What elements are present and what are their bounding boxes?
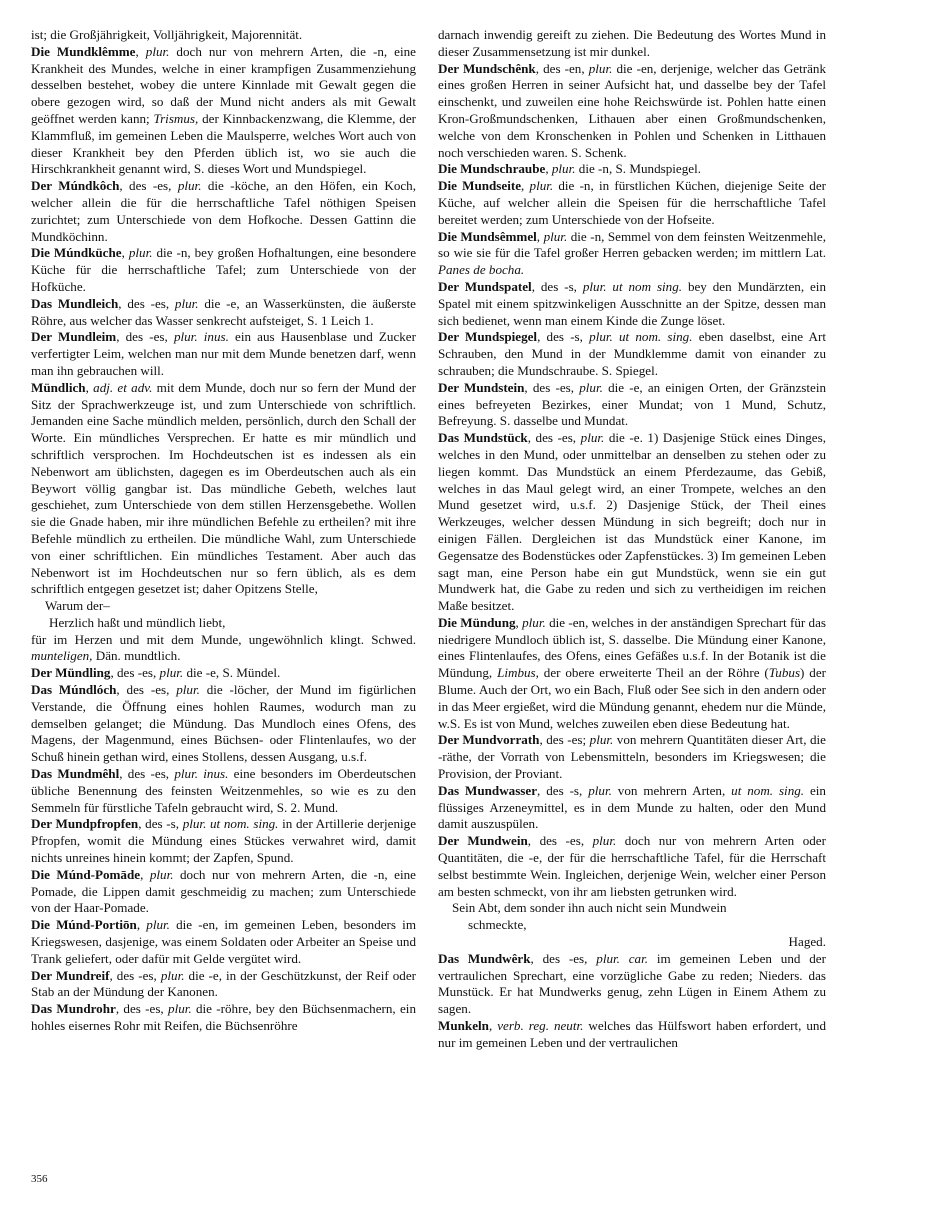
entry-text: die -n, bey großen Hofhaltungen, eine besondere Küche für die herrschaftliche Tafel; zum Unterschiede von der Hofküche.	[31, 245, 417, 294]
right-column-entry	[438, 161, 826, 178]
italic-text: plur. car.	[596, 950, 649, 966]
right-column-entry	[438, 951, 826, 1018]
entry-text: doch nur von mehrern Arten, die -n, eine Krankheit des Mundes, welche in einer krampfigen Zusammenziehung desselben bestehet, wobey die untere Kinnlade mit Gewalt gegen die obere gezogen wird, so daß der Mund nicht anders als mit Gewalt geöffnet werden kann;	[31, 43, 416, 126]
entry-text: die -en, welches in der anständigen Sprechart für das niedrigere Mundloch üblich ist, S. dasselbe. Die Mündung einer Kanone, eines Flintenlaufes, des Ofens, eines Gefäßes u.s.f. In der Botanik ist die Mündung,	[438, 614, 826, 681]
italic-text: plur.	[529, 178, 554, 194]
entry-text: ,	[515, 614, 523, 630]
entry-text: , des -es,	[109, 967, 161, 983]
headword: Der Mundleim	[31, 329, 117, 345]
italic-text: plur.	[551, 161, 576, 177]
left-column-entry	[31, 296, 416, 330]
entry-text: die -e, in der Geschützkunst, der Reif oder Stab an der Mündung der Kanonen.	[31, 967, 416, 1000]
entry-text: die -röhre, bey den Büchsenmachern, ein hohles eisernes Rohr mit Reifen, die Büchsenröhre	[31, 1001, 416, 1034]
entry-text: , des -es,	[110, 665, 160, 681]
italic-text: plur.	[579, 379, 603, 395]
left-column	[31, 27, 416, 1035]
italic-text: plur. ut nom. sing.	[589, 329, 693, 345]
entry-text: , des -es,	[524, 379, 580, 395]
headword: Die Mündung	[438, 614, 516, 630]
entry-text: in der Artillerie derjenige Pfropfen, womit die Mündung eines Stückes verwahret wird, damit nichts unreines hinein kommt; der Zapfen, Spund.	[31, 816, 417, 866]
headword: Der Múndkôch	[31, 178, 120, 194]
left-column-entry	[31, 1001, 416, 1035]
left-column-entry	[31, 968, 416, 1002]
entry-text: Dän. mundtlich.	[92, 648, 181, 664]
entry-text: , des -s,	[537, 329, 590, 345]
headword: Die Múndküche	[31, 245, 122, 261]
entry-text: ,	[121, 245, 129, 261]
entry-text: die -en, derjenige, welcher das Getränk eines großen Herren in seiner Aufsicht hat, und dasselbe bey der Tafel einschenkt, und zuweilen eine hohe Reichswürde ist. Pohlen hatte einen Kron-Großmundschenken, Lithauen aber einen Großmundschenken, welche von dem Kronschenken in Pohlen und Schenken in Litthauen noch verschieden waren. S. Schenk.	[438, 60, 826, 160]
right-column-entry	[438, 900, 826, 917]
entry-text: schmeckte,	[468, 917, 527, 933]
right-column-entry	[438, 178, 826, 228]
headword: Der Mundvorrath	[438, 732, 540, 748]
italic-text: Trismus,	[153, 110, 199, 126]
italic-text: plur.	[145, 43, 170, 59]
italic-text: plur.	[168, 1001, 192, 1017]
right-column-entry	[438, 615, 826, 733]
left-column-entry	[31, 665, 416, 682]
right-column-entry	[438, 380, 826, 430]
entry-text: , des -es,	[527, 833, 593, 849]
entry-text: die -köche, an den Höfen, ein Koch, welcher allein die für die herrschaftliche Tafel nöthigen Speisen zurichtet; zum Unterschiede von dem Hofkoche. Dessen Gattinn die Mundköchinn.	[31, 178, 417, 244]
headword: Das Mundwêrk	[438, 950, 531, 966]
entry-text: ,	[140, 866, 150, 882]
right-column-entry	[438, 833, 826, 900]
entry-text: die -n, S. Mundspiegel.	[575, 161, 701, 177]
entry-text: ,	[521, 178, 530, 194]
entry-text: ,	[536, 228, 544, 244]
entry-text: ein flüssiges Arzeneymittel, es in dem Munde zu halten, oder den Mund damit auszuspülen.	[438, 782, 826, 832]
headword: Der Mundwein	[438, 833, 528, 849]
entry-text: von mehrern Quantitäten dieser Art, die -räthe, der Vorrath von Lebensmitteln, besonders im Kriegswesen; die Provision, der Proviant.	[438, 732, 826, 782]
italic-text: plur. ut nom sing.	[582, 278, 683, 294]
entry-text: Warum der–	[45, 598, 110, 614]
entry-text: , des -s,	[537, 782, 589, 798]
headword: Das Mundwasser	[438, 782, 538, 798]
entry-text: darnach inwendig gereift zu ziehen. Die Bedeutung des Wortes Mund in dieser Zusammensetzung ist mir dunkel.	[438, 27, 826, 59]
entry-text: für im Herzen und mit dem Munde, ungewöhnlich klingt. Schwed.	[31, 631, 416, 647]
headword: Die Mundschraube	[438, 161, 546, 177]
left-column-entry	[31, 816, 416, 866]
entry-text: von mehrern Arten,	[611, 782, 732, 798]
headword: Die Múnd-Pomāde	[31, 866, 141, 882]
entry-text: eben daselbst, eine Art Schrauben, den Mund in der Mundklemme damit von einander zu schrauben; die Mundschraube. S. Spiegel.	[438, 329, 827, 378]
right-column-entry	[438, 61, 826, 162]
entry-text: mit dem Munde, doch nur so fern der Mund der Sitz der Sprachwerkzeuge ist, und zum Unterschiede von schriftlich. Jemanden eine Sache mündlich melden, persönlich, durch den Schall der Worte. Ein mündliches Versprechen. Er hatte es mir mündlich und schriftlich versprochen. Im Hochdeutschen ist es indessen als ein Nebenwort am üblichsten, dagegen es im Oberdeutschen auch als ein Beywort völlig gangbar ist. Das mündliche Gebeth, welches laut geschiehet, zum Unterschiede von dem stillen Herzensgebethe. Wollen sie die Gnade haben, mir ihre mündlichen Befehle zu ertheilen? mit ihre Befehle mündlich zu ertheilen. Die mündliche Wahl, zum Unterschiede von einer schriftlichen. Ein mündliches Testament. Aber auch das Nebenwort ist im Hochdeutschen nur so fern üblich, als es dem schriftlich entgegen gesetzet ist; daher Opitzens Stelle,	[31, 379, 416, 597]
italic-text: plur.	[589, 732, 614, 748]
italic-text: plur.	[522, 614, 546, 630]
right-column-entry	[438, 279, 826, 329]
entry-text: , des -es,	[118, 295, 175, 311]
entry-text: die -en, im gemeinen Leben, besonders im Kriegswesen, dasjenige, was einem Soldaten oder Arbeiter an Speise und Trank geliefert, oder dafür mit Gelde vergütet wird.	[31, 917, 417, 966]
entry-text: ,	[85, 379, 94, 395]
entry-text: , des -es,	[119, 178, 178, 194]
entry-text: ,	[488, 1018, 498, 1034]
entry-text: der Kinnbackenzwang, die Klemme, der Klammfluß, im gemeinen Leben die Maulsperre, welches Wort auch von dieser Krankheit bey den Pferden üblich ist, wo sie auch die Hirschkrankheit genannt wird, S. dieses Wort und Mundspiegel.	[31, 110, 416, 177]
entry-text: , des -es,	[115, 1001, 169, 1017]
headword: Der Mündling	[31, 665, 111, 681]
italic-text: ut nom. sing.	[731, 782, 805, 798]
entry-text: im gemeinen Leben und der vertraulichen Sprechart, eine vorzügliche Gabe zu reden; Nieders. das Munstück. Er hat Mundwerks genug, zehn Lügen in Einem Athem zu sagen.	[438, 950, 826, 1017]
headword: Der Mundreif	[31, 967, 110, 983]
entry-text: ein aus Hausenblase und Zucker verfertigter Leim, welchen man nur mit dem Munde benetzen darf, wenn man ihn gebrauchen will.	[31, 329, 416, 378]
headword: Die Múnd-Portiōn	[31, 917, 137, 933]
italic-text: Panes de bocha.	[438, 262, 525, 278]
entry-text: doch nur von mehrern Arten oder Quantitäten, die -e, der für die herrschaftliche Tafel, für die Herrschaft selbst bestimmte Wein. Ingleichen, derjenige Wein, welcher einer Person am besten schmeckt, von ihr am liebsten getrunken wird.	[438, 833, 826, 899]
entry-text: die -n, Semmel von dem feinsten Weitzenmehle, so wie sie für die Tafel großer Herren gebacken werden; im mittlern Lat.	[438, 228, 827, 261]
page-number: 356	[31, 1173, 48, 1185]
entry-text: Haged.	[788, 934, 826, 950]
italic-text: plur.	[149, 866, 174, 882]
left-column-entry	[31, 867, 416, 917]
italic-text: plur. inus.	[174, 766, 229, 782]
right-column-entry	[438, 329, 826, 379]
italic-text: plur. inus.	[173, 329, 229, 345]
left-column-entry	[31, 329, 416, 379]
left-column-entry	[31, 27, 416, 44]
entry-text: , des -s,	[531, 278, 583, 294]
italic-text: plur.	[580, 430, 605, 446]
right-column-entry	[438, 732, 826, 782]
headword: Das Mundrohr	[31, 1001, 116, 1017]
italic-text: plur.	[543, 228, 568, 244]
headword: Der Mundspatel	[438, 278, 532, 294]
entry-text: die -löcher, der Mund im figürlichen Verstande, die Öffnung eines hohlen Raumes, wodurch man zu demselben gelanget; die Mündung. Das Mundloch eines Ofens, des Magens, der Magenmund, eines Büchsen- oder Flintenlaufes, wo der Schuß hinein gethan wird, eines Stollens, dessen Ausgang, u.s.f.	[31, 682, 416, 765]
left-column-entry	[31, 917, 416, 967]
headword: Das Mundleich	[31, 295, 119, 311]
entry-text: ,	[135, 43, 146, 59]
entry-text: ,	[136, 917, 147, 933]
italic-text: munteligen,	[31, 648, 93, 664]
entry-text: bey den Mundärzten, ein Spatel mit einem spitzwinkeligen Ausschnitte an der Spitze, dessen man sich bedienet, wenn man einem Kinde die Zunge löset.	[438, 278, 826, 328]
headword: Das Mundstück	[438, 430, 528, 446]
left-column-entry	[31, 178, 416, 245]
italic-text: plur.	[176, 682, 200, 698]
italic-text: plur.	[592, 833, 617, 849]
right-column	[438, 27, 826, 1052]
right-column-entry	[438, 229, 826, 279]
italic-text: plur.	[146, 917, 170, 933]
headword: Der Mundstein	[438, 379, 525, 395]
entry-text: , des -s,	[138, 816, 183, 832]
italic-text: plur.	[128, 245, 153, 261]
headword: Die Mundseite	[438, 178, 522, 194]
italic-text: Limbus,	[497, 665, 539, 681]
entry-text: die -e, S. Mündel.	[183, 665, 281, 681]
entry-text: Sein Abt, dem sonder ihn auch nicht sein Mundwein	[452, 900, 727, 916]
right-column-entry	[438, 27, 826, 61]
italic-text: adj. et adv.	[93, 379, 153, 395]
entry-text: die -n, in fürstlichen Küchen, diejenige Seite der Küche, auf welcher allein die Speisen für die herrschaftliche Tafel bereitet werden; zum Unterschiede von der Hofseite.	[438, 178, 826, 227]
headword: Das Mundmêhl	[31, 766, 120, 782]
italic-text: plur. ut nom. sing.	[182, 816, 279, 832]
right-column-entry	[438, 783, 826, 833]
left-column-entry	[31, 615, 416, 632]
left-column-entry	[31, 598, 416, 615]
entry-text: die -e. 1) Dasjenige Stück eines Dinges, welches in den Mund, oder unmittelbar an denselben zu stehen oder zu liegen kommt. Das Mundstück an einem Pferdezaume, das Gebiß, welches in das Maul gelegt wird, an einer Trompete, welches an den Mund gesetzet wird, u.s.f. 2) Dasjenige Stück, der Theil eines Werkzeuges, welcher dessen Mündung in sich begreift; doch nur in einigen Fällen. Dergleichen ist das Mundstück einer Kanone, im Gegensatze des Bodenstückes oder Zapfenstückes. 3) Im gemeinen Leben sagt man, eine Person habe ein gut Mundstück, wenn sie ein gut Mundwerk hat, die Gabe zu reden und sich zu vertheidigen im reichen Maße besitzet.	[438, 430, 826, 614]
italic-text: plur.	[160, 967, 185, 983]
entry-text: , des -en,	[535, 60, 589, 76]
entry-text: der obere erweiterte Theil an der Röhre (	[538, 665, 769, 681]
entry-text: Herzlich haßt und mündlich liebt,	[49, 614, 226, 630]
headword: Der Mundschênk	[438, 60, 536, 76]
right-column-entry	[438, 1018, 826, 1052]
entry-text: eine besonders im Oberdeutschen übliche Benennung des feinsten Weitzenmehles, so wie es zu den Semmeln für fürstliche Tafeln gebraucht wird, S. 2. Mund.	[31, 766, 417, 815]
entry-text: ) der Blume. Auch der Ort, wo ein Bach, Fluß oder See sich in den andern oder in das Meer ergießet, wird die Mündung genannt, ehedem nur die Münde, w.S. Es ist von Mund, welches zuweilen eben diese Bedeutung hat.	[438, 665, 826, 731]
left-column-entry	[31, 44, 416, 178]
italic-text: plur.	[588, 60, 613, 76]
right-column-entry	[438, 917, 826, 934]
entry-text: , des -es,	[116, 682, 177, 698]
headword: Die Mundklêmme	[31, 43, 136, 59]
entry-text: ist; die Großjährigkeit, Volljährigkeit, Majorennität.	[31, 27, 303, 42]
entry-text: welches das Hülfswort haben erfordert, und nur im gemeinen Leben und der vertraulichen	[438, 1018, 827, 1050]
headword: Die Mundsêmmel	[438, 228, 537, 244]
left-column-entry	[31, 682, 416, 766]
headword: Der Mundpfropfen	[31, 816, 139, 832]
left-column-entry	[31, 632, 416, 666]
headword: Mündlich	[31, 379, 86, 395]
entry-text: , des -es,	[530, 950, 597, 966]
left-column-entry	[31, 245, 416, 295]
headword: Das Múndlóch	[31, 682, 117, 698]
entry-text: , des -es,	[527, 430, 581, 446]
italic-text: Tubus	[768, 665, 801, 681]
entry-text: die -e, an Wasserkünsten, die äußerste Röhre, aus welcher das Wasser senkrecht aufsteiget, S. 1 Leich 1.	[31, 295, 416, 328]
right-column-entry	[438, 934, 826, 951]
entry-text: , des -es,	[116, 329, 174, 345]
italic-text: plur.	[588, 782, 612, 798]
headword: Der Mundspiegel	[438, 329, 538, 345]
italic-text: verb. reg. neutr.	[497, 1018, 584, 1034]
italic-text: plur.	[174, 295, 199, 311]
italic-text: plur.	[159, 665, 184, 681]
italic-text: plur.	[177, 178, 202, 194]
entry-text: ,	[545, 161, 552, 177]
entry-text: , des -es;	[539, 732, 590, 748]
left-column-entry	[31, 380, 416, 598]
headword: Munkeln	[438, 1018, 489, 1034]
entry-text: die -e, an einigen Orten, der Gränzstein eines befreyeten Bezirkes, einer Mundat; von 1 Mund, Schutz, Befreyung. S. dasselbe und Mundat.	[438, 379, 826, 429]
left-column-entry	[31, 766, 416, 816]
entry-text: , des -es,	[119, 766, 175, 782]
right-column-entry	[438, 430, 826, 615]
entry-text: doch nur von mehrern Arten, die -n, eine Pomade, die Lippen damit geschmeidig zu machen; zum Unterschiede von der Haar-Pomade.	[31, 866, 416, 916]
